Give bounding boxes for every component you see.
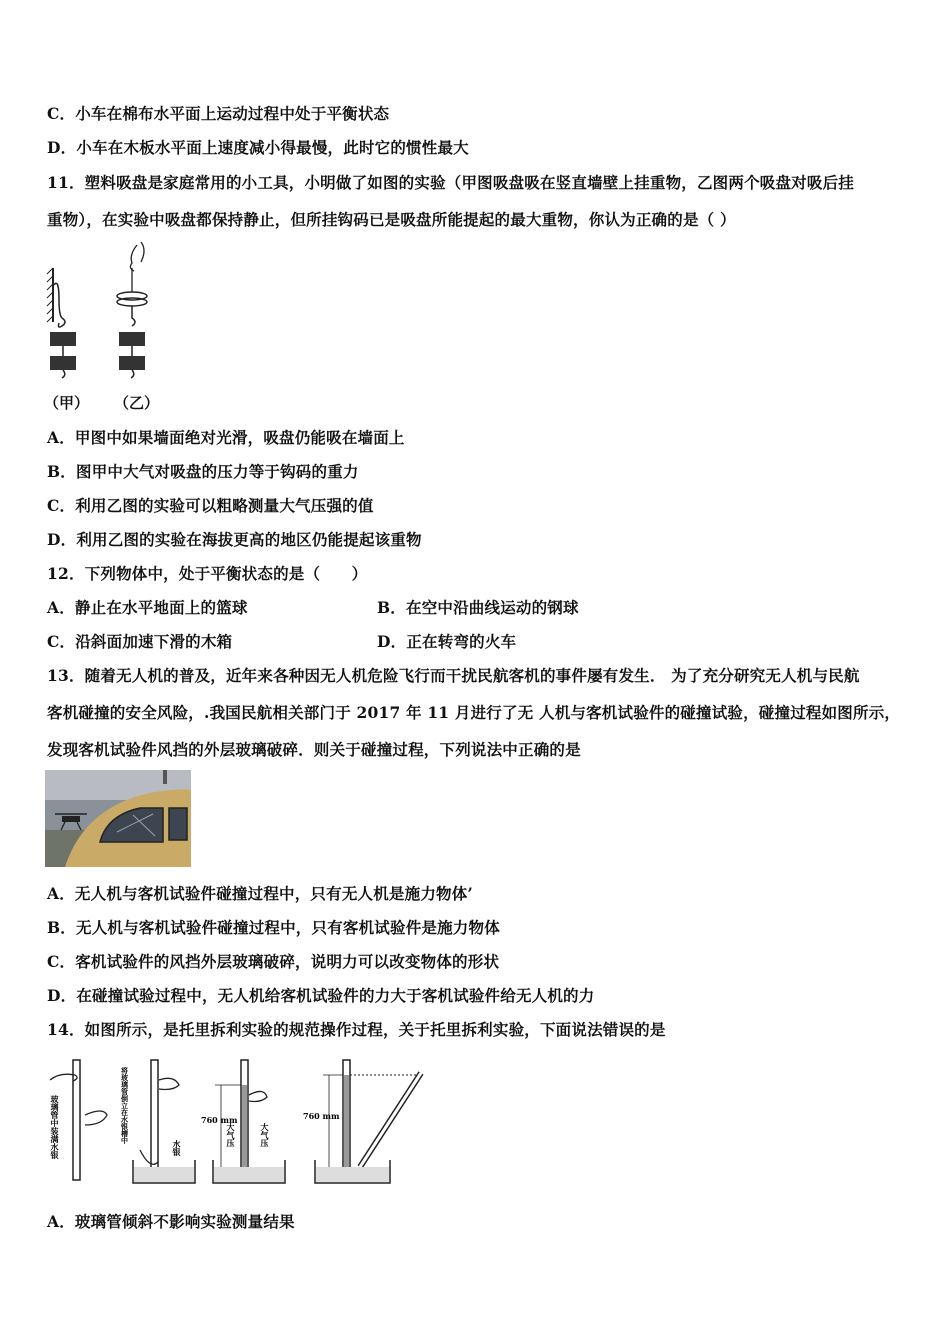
q14-stem: 14．如图所示，是托里拆利实验的规范操作过程，关于托里拆利实验，下面说法错误的是 <box>47 1020 666 1039</box>
weight-block <box>50 356 76 370</box>
hand-icon <box>130 245 137 271</box>
q13-stem-line2: 客机碰撞的安全风险，.我国民航相关部门于 2017 年 11 月进行了无 人机与客机试验件的碰撞试验，碰撞过程如图所示， <box>47 703 901 722</box>
q13-stem-line1: 13．随着无人机的普及，近年来各种因无人机危险飞行而干扰民航客机的事件屡有发生． 为了充分研究无人机与民航 <box>47 666 860 685</box>
q12-option-c: C．沿斜面加速下滑的木箱 <box>47 632 233 651</box>
fig-text-760-a: 760 mm <box>201 1115 238 1125</box>
fig-text-tube: 玻璃管中装满水银 <box>50 1095 60 1159</box>
q11-option-d: D．利用乙图的实验在海拔更高的地区仍能提起该重物 <box>47 530 422 549</box>
q11-option-c: C．利用乙图的实验可以粗略测量大气压强的值 <box>47 496 374 515</box>
q13-option-b: B．无人机与客机试验件碰撞过程中，只有客机试验件是施力物体 <box>47 918 500 937</box>
q11-stem-line2: 重物），在实验中吸盘都保持静止，但所挂钩码已是吸盘所能提起的最大重物，你认为正确的是（ ） <box>47 210 736 229</box>
q10-option-d: D．小车在木板水平面上速度减小得最慢，此时它的惯性最大 <box>47 138 469 157</box>
figure-label-jia: （甲） <box>44 394 90 412</box>
q12-option-a: A．静止在水平地面上的篮球 <box>47 598 248 617</box>
weight-block <box>119 356 145 370</box>
weight-block <box>119 332 145 346</box>
torricelli-figure <box>45 1055 445 1190</box>
q11-stem-line1: 11．塑料吸盘是家庭常用的小工具，小明做了如图的实验（甲图吸盘吸在竖直墙壁上挂重物，乙图两个吸盘对吸后挂 <box>47 173 854 192</box>
q14-option-a: A．玻璃管倾斜不影响实验测量结果 <box>47 1212 295 1231</box>
fig-text-mercury: 水银 <box>172 1140 182 1156</box>
q12-option-b: B．在空中沿曲线运动的钢球 <box>377 598 579 617</box>
suction-cup-figure <box>45 240 175 390</box>
fig-text-atm-2: 大气压 <box>260 1123 270 1147</box>
q11-option-a: A．甲图中如果墙面绝对光滑，吸盘仍能吸在墙面上 <box>47 428 405 447</box>
wall-hatch <box>47 268 53 322</box>
fig-text-760-b: 760 mm <box>303 1111 340 1121</box>
q13-option-d: D．在碰撞试验过程中，无人机给客机试验件的力大于客机试验件给无人机的力 <box>47 986 595 1005</box>
q12-option-d: D．正在转弯的火车 <box>377 632 517 651</box>
q11-option-b: B．图甲中大气对吸盘的压力等于钩码的重力 <box>47 462 359 481</box>
drone-collision-photo <box>45 770 191 867</box>
figure-label-yi: （乙） <box>114 394 160 412</box>
suction-cup-bottom <box>117 298 147 306</box>
weight-block <box>50 332 76 346</box>
q12-stem: 12．下列物体中，处于平衡状态的是（ ） <box>47 564 368 583</box>
q13-option-c: C．客机试验件的风挡外层玻璃破碎，说明力可以改变物体的形状 <box>47 952 500 971</box>
q13-stem-line3: 发现客机试验件风挡的外层玻璃破碎．则关于碰撞过程，下列说法中正确的是 <box>47 740 581 759</box>
q10-option-c: C．小车在棉布水平面上运动过程中处于平衡状态 <box>47 104 390 123</box>
fig-text-atm-1: 大气压 <box>226 1123 236 1147</box>
q13-option-a: A．无人机与客机试验件碰撞过程中，只有无人机是施力物体’ <box>47 884 474 903</box>
fig-text-invert: 将玻璃管倒立在水银槽中 <box>120 1067 130 1144</box>
